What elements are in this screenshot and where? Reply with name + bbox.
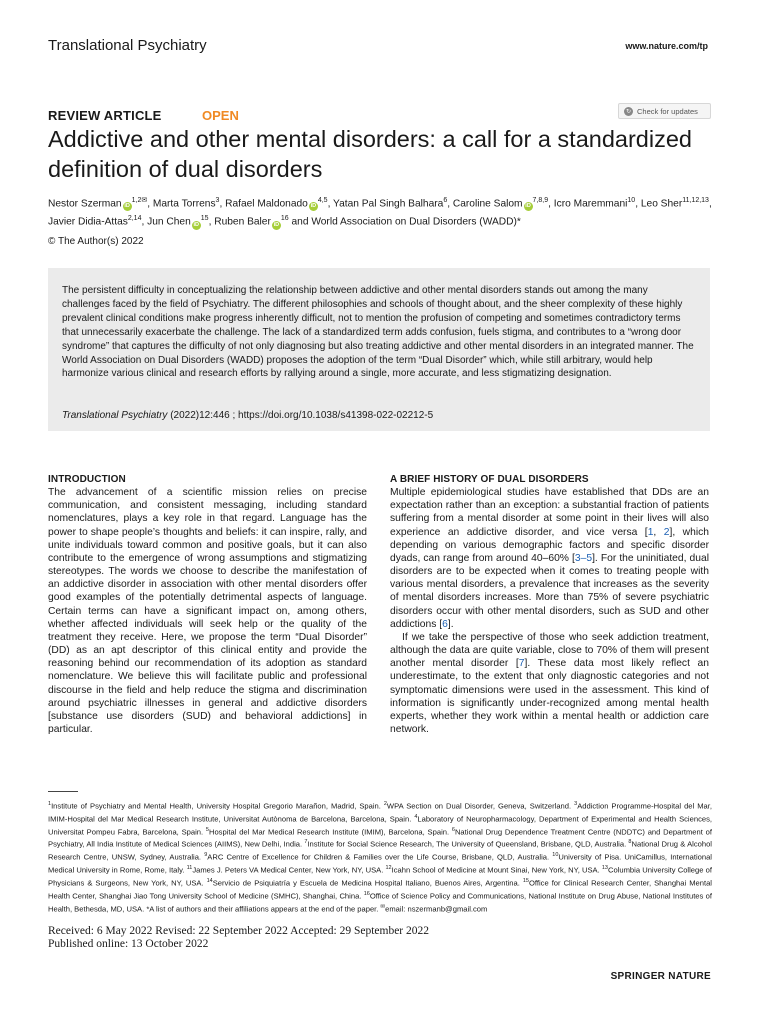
affiliation-number: 4 [414,813,418,820]
author-affiliation-marker: 16 [280,215,289,223]
affiliation-text: Hospital del Mar Medical Research Institute (IMIM), Barcelona, Spain. [208,827,452,837]
affiliation-note: *A list of authors and their affiliations appears at the end of the paper. [146,904,381,914]
reference-link[interactable]: 6 [442,618,448,630]
introduction-heading: INTRODUCTION [48,474,126,485]
author-affiliation-marker: 4,5 [317,197,328,204]
affiliation-text: National Drug & Alcohol Research Centre, UNSW, Sydney, Australia. [48,840,712,862]
check-updates-icon: ↻ [625,108,632,115]
affiliation-text: University of Pisa. UniCamillus, International Medical University in Rome, Rome, Italy. [48,852,712,875]
affiliation-text: Icahn School of Medicine at Mount Sinai, New York, NY, USA. [391,865,602,875]
reference-link[interactable]: 2 [663,526,670,538]
author-affiliation-marker: 1,2✉ [131,197,148,204]
affiliation-number: 12 [385,865,392,872]
email-icon: ✉ [380,903,386,910]
orcid-icon[interactable]: iD [124,203,130,210]
journal-name: Translational Psychiatry [48,37,207,54]
corresponding-email[interactable]: email: nszermanb@gmail.com [385,904,488,914]
check-for-updates-button[interactable] [618,103,711,119]
affiliation-number: 7 [304,839,308,846]
author-affiliation-marker: 6 [443,197,448,204]
affiliation-number: 5 [205,826,209,833]
author-name[interactable]: Marta Torrens [152,198,216,210]
author-name[interactable]: Yatan Pal Singh Balhara [333,198,444,210]
affiliation-number: 13 [601,865,608,872]
reference-link[interactable]: 3–5 [574,552,593,564]
author-name[interactable]: Caroline Salom [452,198,523,210]
author-affiliation-marker: 3 [215,197,220,204]
reference-link[interactable]: 1 [647,526,654,538]
open-access-label: OPEN [202,108,239,123]
affiliation-text: Institute for Social Science Research, The University of Queensland, Brisbane, QLD, Australia. [307,840,629,850]
orcid-icon[interactable]: iD [525,203,531,210]
reference-link[interactable]: 7 [518,658,525,670]
author-affiliation-marker: 2,14 [127,215,142,223]
author-name[interactable]: Javier Didia-Attas [48,216,128,228]
affiliation-text: James J. Peters VA Medical Center, New York, NY, USA. [192,865,386,875]
history-paragraph-2: If we take the perspective of those who seek addiction treatment, although the data are quite variable, close to 70% of them will present another mental disorder [7]. These data most likely reflect an underestimate, to the extent that only diagnostic categories and not symptomatic dimensions were used in the assessment. This kind of information is significantly under-recognized among mental health experts, whether they work within a mental health or addiction care network. [390,631,709,735]
author-name[interactable]: Leo Sher [640,198,683,210]
affiliation-text: Office for Clinical Research Center, Shanghai Mental Health Center, Shanghai Jiao Tong University School of Medicine (SMHC), Shanghai, China. [48,878,712,901]
footnote-divider [48,791,78,792]
affiliation-number: 1 [48,801,52,807]
affiliation-number: 15 [522,877,529,884]
affiliation-text: Columbia University College of Physicians & Surgeons, New York, NY, USA. [48,865,712,888]
received-dates: Received: 6 May 2022 Revised: 22 September 2022 Accepted: 29 September 2022 [48,925,430,937]
orcid-icon[interactable]: iD [273,221,280,228]
affiliations [48,799,712,914]
affiliation-text: Servicio de Psiquiatría y Escuela de Medicina Hospital Italiano, Buenos Aires, Argentina. [212,878,523,888]
copyright: © The Author(s) 2022 [48,236,144,247]
author-name[interactable]: Ruben Baler [214,216,271,228]
author-affiliation-marker: 7,8,9 [532,197,549,204]
affiliation-text: National Drug Dependence Treatment Centre (NDDTC) and Department of Psychiatry, All India Institute of Medical Sciences (AIIMS), New Delhi, India. [48,827,712,850]
article-title: Addictive and other mental disorders: a call for a standardized definition of dual disorders [48,126,692,182]
publication-dates [48,925,429,951]
abstract-box [48,268,710,431]
author-list: Nestor Szerman $iD^{1,2✉}$, Marta Torrens$^3$, Rafael Maldonado iD$^{4,5}$, Yatan Pal Singh Balhara$^6$, Caroline Salom iD$^{7,8,9}$, Icro Maremmani$^{10}$, Leo Sher$^{11,12,13}$, Javier Didia-Attas$^{2,14}$, Jun Chen $iD^{15}$, Ruben Baler $iD^{16}$ and World Association on Dual Disorders (WADD)* [48,197,712,228]
affiliation-number: 14 [206,877,213,884]
affiliation-text: Institute of Psychiatry and Mental Health, University Hospital Gregorio Marañon, Madrid, Spain. [51,801,384,811]
orcid-icon[interactable]: iD [310,203,317,210]
affiliation-number: 10 [552,852,559,859]
affiliation-number: 11 [186,865,193,872]
citation-doi[interactable]: (2022)12:446 ; https://doi.org/10.1038/s41398-022-02212-5 [167,410,434,421]
affiliation-text: WPA Section on Dual Disorder, Geneva, Switzerland. [386,801,575,811]
affiliation-number: 2 [383,801,387,807]
author-name[interactable]: Nestor Szerman [48,198,122,210]
journal-url[interactable]: www.nature.com/tp [625,41,708,51]
author-affiliation-marker: 11,12,13 [682,197,709,204]
affiliation-text: Addiction Programme-Hospital del Mar, IMIM-Hospital del Mar Medical Research Institute, Universitat Autònoma de Barcelona, Barcelona, Spain. [48,801,712,824]
author-name[interactable]: Icro Maremmani [553,198,628,210]
abstract-text: The persistent difficulty in conceptualizing the relationship between addictive and other mental disorders stands out among the many challenges faced by the field of Psychiatry. The different philosophies and schools of thought about, and the sheer complexity of these highly prevalent clinical conditions make progress inherently difficult, not to mention the profusion of competing and sometimes contradictory terms that unnecessarily exacerbate the challenge. The lack of a standardized term adds confusion, fuels stigma, and contributes to a “wrong door syndrome” that captures the difficulty of not only diagnosing but also treating addictive and other mental disorders in an integrated manner. The World Association on Dual Disorders (WADD) proposes the adoption of the term “Dual Disorder” which, while still arbitrary, would help harmonize various clinical and research efforts by rallying around a single, more accurate, and less stigmatizing designation. [62,285,694,380]
history-paragraph-1: Multiple epidemiological studies have established that DDs are an expectation rather than an exception: a substantial fraction of patients suffering from a mental disorder at some point in their lives will also experience an addictive disorder, and vice versa [1, 2], which depending on various demographic factors and specific disorder dyads, can range from around 40–60% [3–5]. For the uninitiated, dual disorders are to be expected when it comes to treating people with various mental disorders, a prevalence that increases as the severity of mental disorders increases. More than 75% of severe psychiatric disorders occur with other mental disorders, such as SUD and other addictions [6]. [390,487,710,630]
citation-journal: Translational Psychiatry [62,410,168,421]
citation-line [62,410,433,421]
affiliation-text: Office of Science Policy and Communications, National Institute on Drug Abuse, National Institutes of Health, Bethesda, MD, USA. [48,891,712,914]
published-date: Published online: 13 October 2022 [48,938,209,950]
affiliation-number: 16 [363,890,370,897]
author-name[interactable]: Jun Chen [147,216,191,228]
affiliation-number: 6 [451,826,455,833]
introduction-paragraph: The advancement of a scientific mission relies on precise communication, and consistent messaging, including standard nomenclatures, plays a key role in that regard. Language has the power to shape people’s thoughts and beliefs: it can inspire, rally, and unite individuals toward common and positive goals, but it can also contribute to the emergence of wrong assumptions and stigmatizing stereotypes. The words we choose to describe the manifestation of an addictive disorder in association with other mental disorders offer good examples of the potentially detrimental aspects of language. Certain terms can have a significant impact on, among others, whether affected individuals will seek help or the quality of the treatment they receive. Here, we propose the term “Dual Disorder” (DD) as an apt descriptor of this clinical entity and provide the reasoning behind our recommendation of its adoption as standard nomenclature. We believe this will facilitate public and professional discourse in the field and help reduce the stigma and discrimination around psychiatric illnesses in general and addictive disorders [substance use disorders (SUD) and behavioral addictions] in particular. [48,487,367,735]
publisher-logo: SPRINGER NATURE [610,971,711,982]
affiliation-number: 3 [574,801,578,807]
affiliation-text: Laboratory of Neuropharmacology, Department of Experimental and Health Sciences, Universitat Pompeu Fabra, Barcelona, Spain. [48,814,712,837]
history-heading: A BRIEF HISTORY OF DUAL DISORDERS [390,474,589,485]
article-type: REVIEW ARTICLE [48,108,162,123]
author-affiliation-marker: 15 [200,215,209,223]
author-name[interactable]: Rafael Maldonado [225,198,308,210]
introduction-section [48,473,367,736]
history-section [390,473,709,736]
author-affiliation-marker: 10 [627,197,636,204]
affiliation-number: 9 [204,852,208,859]
check-updates-label: Check for updates [637,106,698,116]
affiliation-number: 8 [628,839,632,846]
affiliation-text: ARC Centre of Excellence for Children & Families over the Life Course, Brisbane, QLD, Australia. [207,852,553,862]
orcid-icon[interactable]: iD [193,221,200,228]
